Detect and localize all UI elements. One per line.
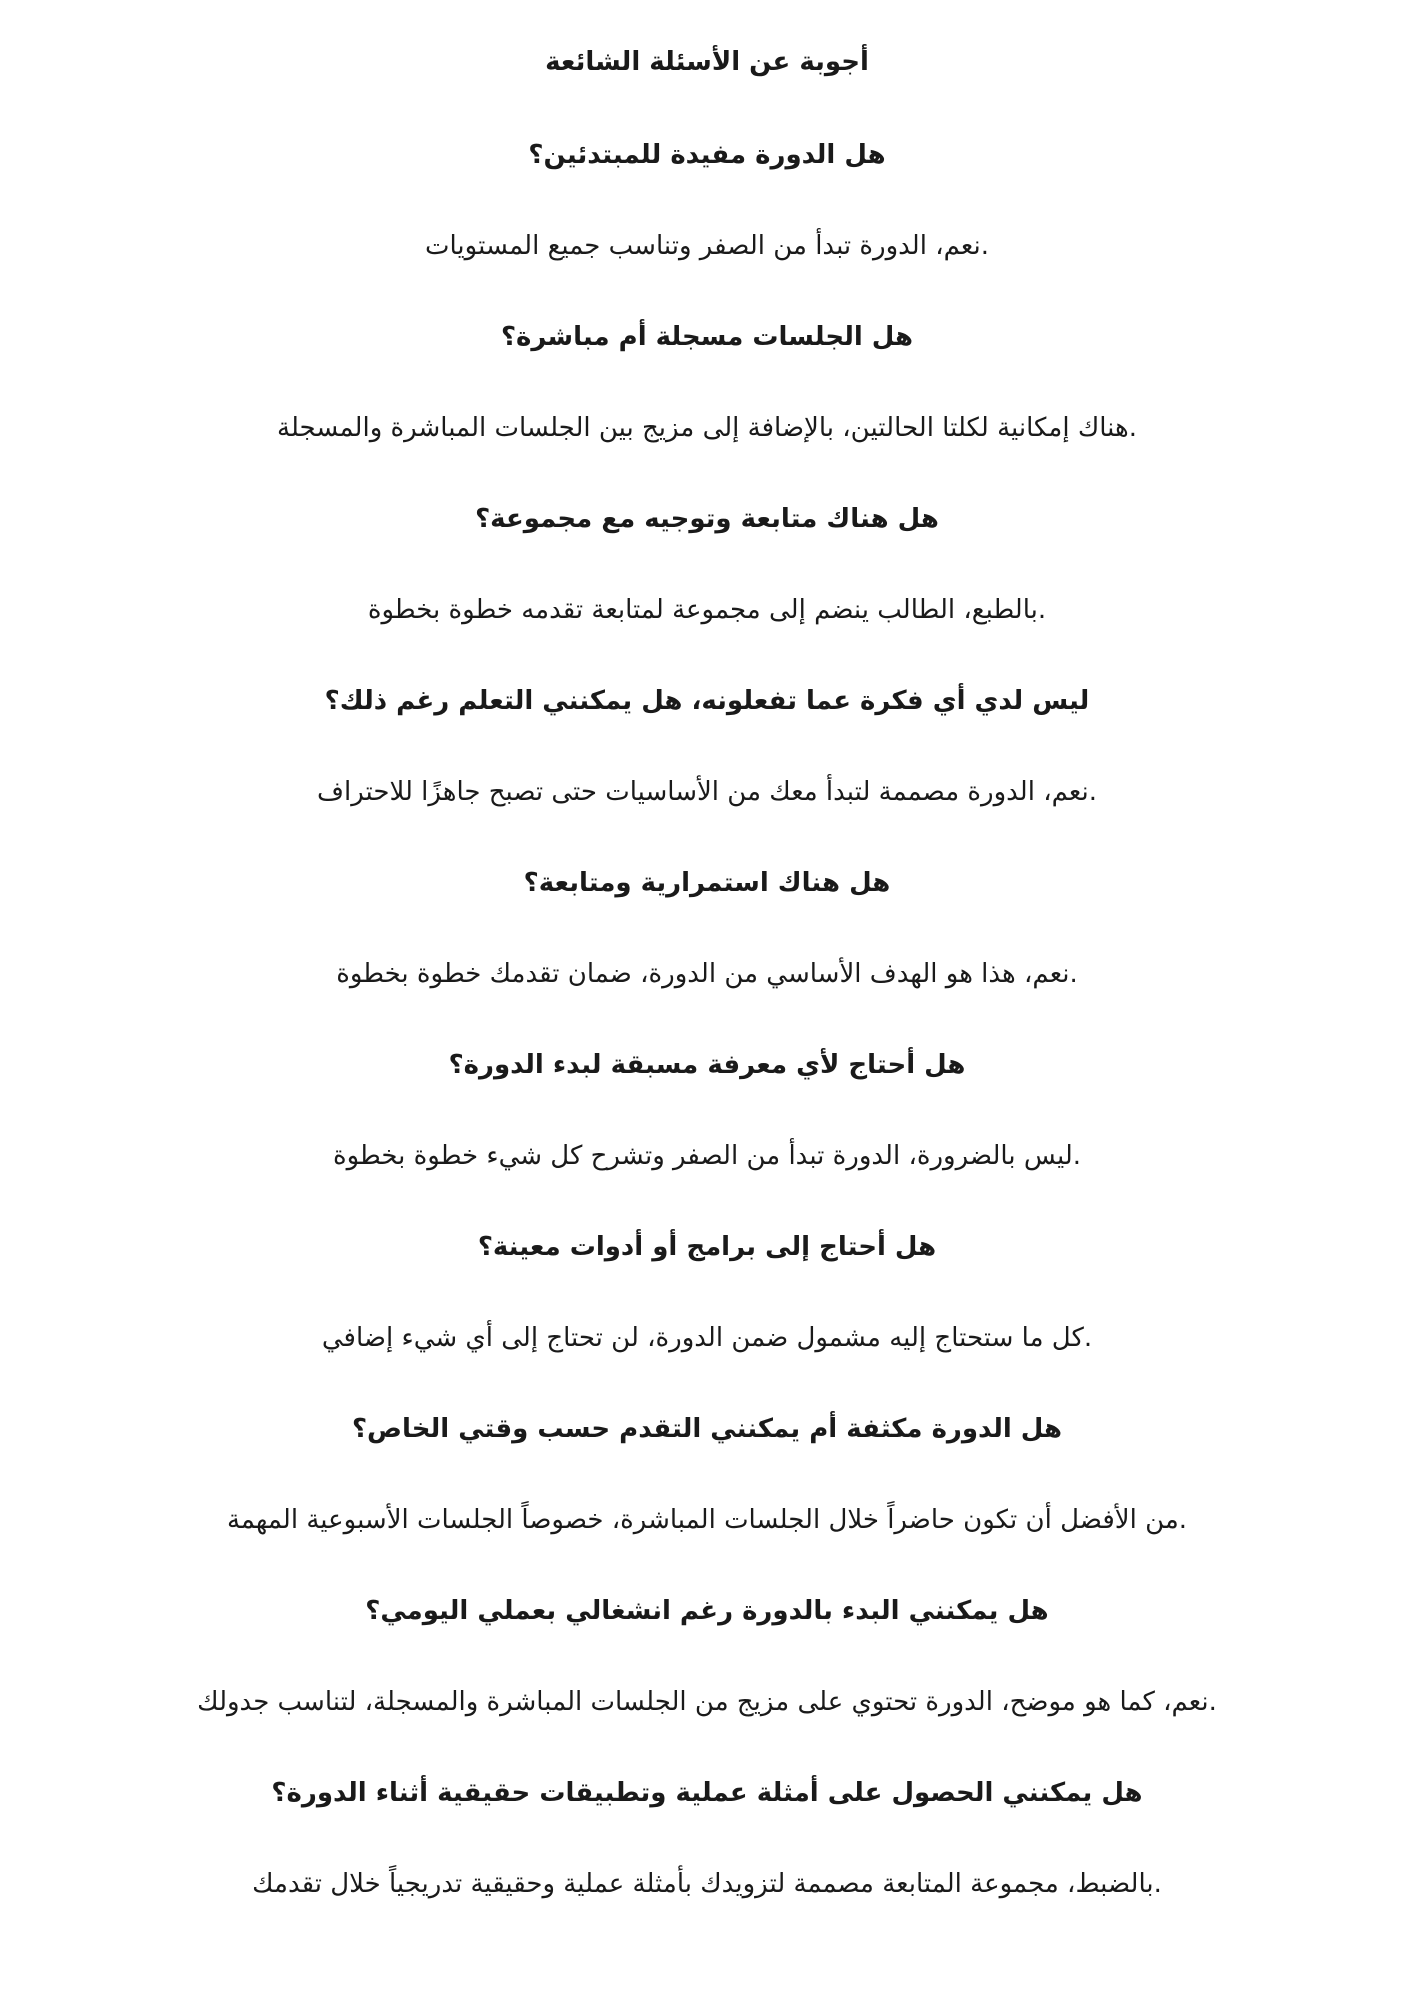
faq-question-1: هل الدورة مفيدة للمبتدئين؟ — [528, 140, 886, 170]
faq-question-2: هل الجلسات مسجلة أم مباشرة؟ — [500, 322, 914, 352]
page-title: أجوبة عن الأسئلة الشائعة — [545, 47, 869, 77]
faq-question-7: هل أحتاج إلى برامج أو أدوات معينة؟ — [477, 1232, 937, 1262]
faq-question-9: هل يمكنني البدء بالدورة رغم انشغالي بعملي اليومي؟ — [365, 1596, 1049, 1626]
faq-question-8: هل الدورة مكثفة أم يمكنني التقدم حسب وقتي الخاص؟ — [351, 1414, 1063, 1444]
faq-question-5: هل هناك استمرارية ومتابعة؟ — [523, 868, 891, 898]
faq-answer-9: نعم، كما هو موضح، الدورة تحتوي على مزيج من الجلسات المباشرة والمسجلة، لتناسب جدولك. — [197, 1687, 1217, 1717]
faq-question-4: ليس لدي أي فكرة عما تفعلونه، هل يمكنني التعلم رغم ذلك؟ — [324, 686, 1090, 716]
faq-answer-10: بالضبط، مجموعة المتابعة مصممة لتزويدك بأمثلة عملية وحقيقية تدريجياً خلال تقدمك. — [252, 1869, 1162, 1899]
faq-answer-5: نعم، هذا هو الهدف الأساسي من الدورة، ضمان تقدمك خطوة بخطوة. — [336, 959, 1078, 989]
faq-answer-1: نعم، الدورة تبدأ من الصفر وتناسب جميع المستويات. — [425, 231, 989, 261]
faq-question-6: هل أحتاج لأي معرفة مسبقة لبدء الدورة؟ — [448, 1050, 966, 1080]
faq-question-3: هل هناك متابعة وتوجيه مع مجموعة؟ — [475, 504, 939, 534]
faq-answer-8: من الأفضل أن تكون حاضراً خلال الجلسات المباشرة، خصوصاً الجلسات الأسبوعية المهمة. — [226, 1505, 1188, 1535]
faq-answer-7: كل ما ستحتاج إليه مشمول ضمن الدورة، لن تحتاج إلى أي شيء إضافي. — [321, 1323, 1093, 1353]
faq-answer-6: ليس بالضرورة، الدورة تبدأ من الصفر وتشرح كل شيء خطوة بخطوة. — [332, 1141, 1082, 1171]
faq-question-10: هل يمكنني الحصول على أمثلة عملية وتطبيقات حقيقية أثناء الدورة؟ — [271, 1778, 1143, 1808]
faq-answer-2: هناك إمكانية لكلتا الحالتين، بالإضافة إلى مزيج بين الجلسات المباشرة والمسجلة. — [277, 413, 1137, 443]
faq-answer-4: نعم، الدورة مصممة لتبدأ معك من الأساسيات حتى تصبح جاهزًا للاحتراف. — [317, 777, 1097, 807]
faq-answer-3: بالطبع، الطالب ينضم إلى مجموعة لمتابعة تقدمه خطوة بخطوة. — [367, 595, 1047, 625]
